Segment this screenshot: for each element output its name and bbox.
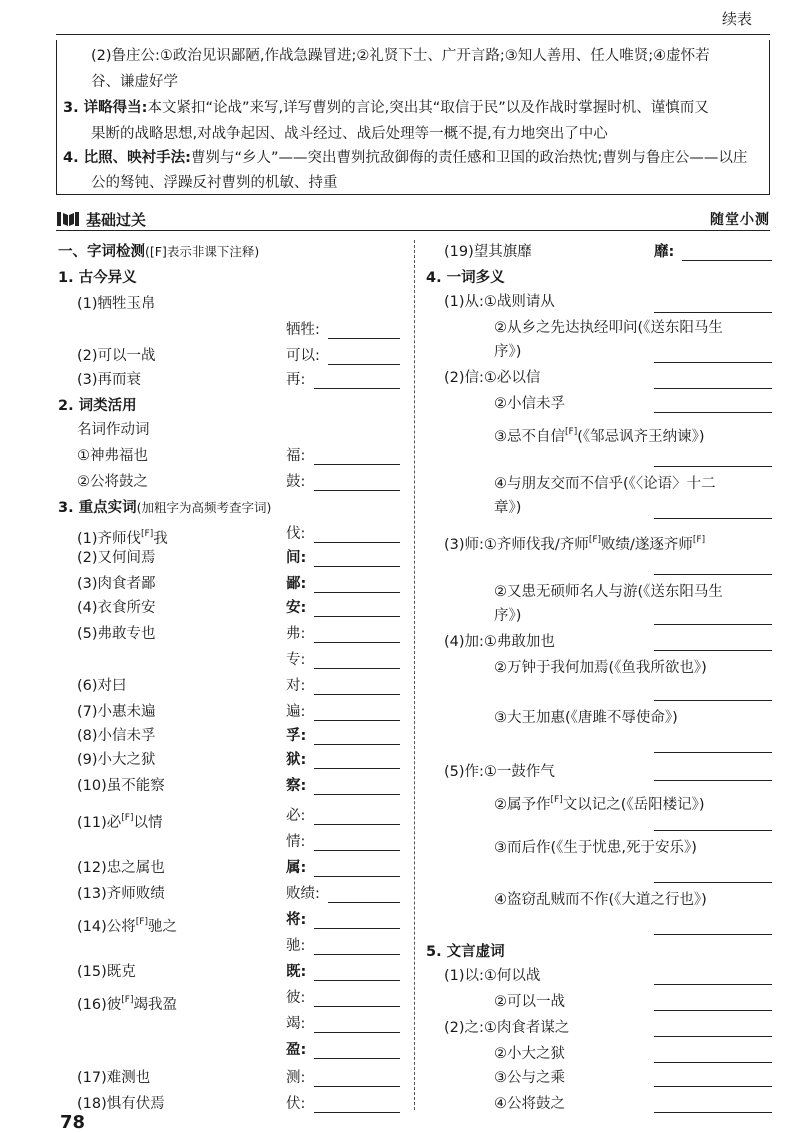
item: (5)作:①一鼓作气 (444, 764, 555, 780)
answer-blank[interactable] (654, 830, 772, 831)
item: ③忌不自信[F](《邹忌讽齐王纳谏》) (494, 427, 705, 445)
answer-blank[interactable] (328, 338, 400, 339)
item: ②小信未孚 (494, 396, 565, 412)
answer-blank[interactable] (314, 694, 400, 695)
item: (4)加:①弗敢加也 (444, 634, 555, 650)
subsection-title: 4. 一词多义 (426, 270, 505, 286)
item: ③大王加惠(《唐雎不辱使命》) (494, 710, 678, 726)
answer-blank[interactable] (314, 1032, 400, 1033)
answer-blank[interactable] (654, 1062, 772, 1063)
box-line: 公的驽钝、浮躁反衬曹刿的机敏、持重 (91, 175, 338, 191)
answer-label: 盈: (286, 1042, 307, 1058)
answer-blank[interactable] (314, 668, 400, 669)
item: ②公将鼓之 (77, 474, 148, 490)
answer-blank[interactable] (314, 954, 400, 955)
answer-label: 伐: (286, 526, 306, 542)
summary-box (56, 40, 770, 195)
answer-blank[interactable] (654, 700, 772, 701)
answer-label: 将: (286, 912, 307, 928)
answer-blank[interactable] (654, 1036, 772, 1037)
answer-blank[interactable] (314, 642, 400, 643)
item: (17)难测也 (77, 1070, 151, 1086)
answer-blank[interactable] (314, 616, 400, 617)
item: ②万钟于我何加焉(《鱼我所欲也》) (494, 660, 707, 676)
section-title: 基础过关 (86, 211, 147, 229)
item: (3)肉食者鄙 (77, 576, 156, 592)
answer-blank[interactable] (654, 882, 772, 883)
item: (2)又何间焉 (77, 550, 156, 566)
item: ②可以一战 (494, 994, 565, 1010)
answer-label: 属: (286, 860, 307, 876)
answer-blank[interactable] (654, 984, 772, 985)
item: (4)衣食所安 (77, 600, 156, 616)
answer-blank[interactable] (654, 518, 772, 519)
answer-label: 再: (286, 372, 306, 388)
subsection-title: 3. 重点实词(加粗字为高频考查字词) (58, 500, 272, 516)
item: (2)信:①必以信 (444, 370, 541, 386)
item: (13)齐师败绩 (77, 886, 165, 902)
answer-label: 靡: (654, 244, 675, 260)
answer-label: 彼: (286, 990, 306, 1006)
answer-blank[interactable] (654, 624, 772, 625)
item: (12)忠之属也 (77, 860, 165, 876)
answer-blank[interactable] (314, 980, 400, 981)
answer-blank[interactable] (314, 720, 400, 721)
answer-label: 竭: (286, 1016, 306, 1032)
answer-blank[interactable] (654, 388, 772, 389)
item: (16)彼[F]竭我盈 (77, 995, 177, 1013)
item: (15)既克 (77, 964, 136, 980)
answer-blank[interactable] (654, 1086, 772, 1087)
answer-label: 驰: (286, 938, 306, 954)
item: (6)对曰 (77, 678, 127, 694)
column-divider (414, 240, 415, 1110)
item: (9)小大之狱 (77, 752, 156, 768)
answer-blank[interactable] (328, 364, 400, 365)
answer-label: 鼓: (286, 474, 306, 490)
item-text: 本文紧扣“论战”来写,详写曹刿的言论,突出其“取信于民”以及作战时掌握时机、谨慎而又 (147, 100, 709, 116)
item: (1)以:①何以战 (444, 968, 541, 984)
answer-label: 必: (286, 808, 306, 824)
item: (19)望其旗靡 (444, 244, 532, 260)
item-label: 3. 详略得当: (63, 100, 148, 116)
answer-label: 察: (286, 778, 307, 794)
answer-blank[interactable] (314, 542, 400, 543)
section-rule (56, 230, 770, 231)
item: (8)小信未孚 (77, 728, 156, 744)
item: ④与朋友交而不信乎(《〈论语〉十二 (494, 476, 716, 492)
answer-label: 鄙: (286, 576, 307, 592)
item: (2)可以一战 (77, 348, 156, 364)
answer-blank[interactable] (654, 362, 772, 363)
item: ②又患无硕师名人与游(《送东阳马生 (494, 584, 723, 600)
item: ③公与之乘 (494, 1070, 565, 1086)
answer-blank[interactable] (314, 744, 400, 745)
subsection-title: 5. 文言虚词 (426, 944, 505, 960)
answer-blank[interactable] (314, 388, 400, 389)
answer-blank[interactable] (314, 592, 400, 593)
answer-blank[interactable] (328, 902, 400, 903)
item: (2)之:①肉食者谋之 (444, 1020, 570, 1036)
box-line: (2)鲁庄公:①政治见识鄙陋,作战急躁冒进;②礼贤下士、广开言路;③知人善用、任人唯贤;④虚怀若 (91, 48, 710, 64)
answer-blank[interactable] (314, 850, 400, 851)
item: (10)虽不能察 (77, 778, 165, 794)
answer-blank[interactable] (314, 566, 400, 567)
book-icon (56, 211, 80, 227)
item: (1)从:①战则请从 (444, 294, 555, 310)
answer-blank[interactable] (654, 466, 772, 467)
answer-label: 福: (286, 448, 306, 464)
item: (11)必[F]以情 (77, 813, 163, 831)
box-line (63, 146, 747, 172)
answer-label: 可以: (286, 348, 320, 364)
item: 章》) (494, 500, 522, 516)
answer-blank[interactable] (654, 752, 772, 753)
box-line (63, 96, 709, 122)
item-text: 曹刿与“乡人”——突出曹刿抗敌御侮的责任感和卫国的政治热忱;曹刿与鲁庄公——以庄 (190, 150, 748, 166)
answer-blank[interactable] (314, 824, 400, 825)
answer-blank[interactable] (654, 1010, 772, 1011)
item: ②属予作[F]文以记之(《岳阳楼记》) (494, 795, 705, 813)
answer-blank[interactable] (654, 650, 772, 651)
item: 序》) (494, 344, 522, 360)
top-rule (56, 34, 770, 35)
box-line: 谷、谦虚好学 (91, 74, 178, 90)
answer-blank[interactable] (314, 928, 400, 929)
answer-label: 狱: (286, 752, 307, 768)
answer-blank[interactable] (314, 490, 400, 491)
item: (18)惧有伏焉 (77, 1096, 165, 1112)
item: (7)小惠未遍 (77, 704, 156, 720)
answer-blank[interactable] (682, 260, 772, 261)
item: (3)师:①齐师伐我/齐师[F]败绩/遂逐齐师[F] (444, 535, 706, 553)
answer-label: 孚: (286, 728, 307, 744)
answer-blank[interactable] (654, 412, 772, 413)
box-line: 果断的战略思想,对战争起因、战斗经过、战后处理等一概不提,有力地突出了中心 (91, 126, 608, 142)
answer-blank[interactable] (654, 574, 772, 575)
answer-blank[interactable] (314, 1112, 400, 1113)
answer-label: 安: (286, 600, 307, 616)
item: ③而后作(《生于忧患,死于安乐》) (494, 840, 697, 856)
part-title: 一、字词检测([F]表示非课下注释) (58, 244, 260, 260)
item: (1)牺牲玉帛 (77, 296, 156, 312)
answer-blank[interactable] (654, 1112, 772, 1113)
item: (3)再而衰 (77, 372, 142, 388)
item: ②从乡之先达执经叩问(《送东阳马生 (494, 320, 723, 336)
item: (14)公将[F]驰之 (77, 917, 177, 935)
item-label: 4. 比照、映衬手法: (63, 150, 191, 166)
section-tag: 随堂小测 (710, 212, 770, 228)
answer-blank[interactable] (314, 1058, 400, 1059)
subsection-title: 1. 古今异义 (58, 270, 137, 286)
answer-blank[interactable] (314, 1006, 400, 1007)
answer-label: 弗: (286, 626, 306, 642)
item: 名词作动词 (77, 422, 150, 438)
answer-blank[interactable] (314, 876, 400, 877)
item: ④公将鼓之 (494, 1096, 565, 1112)
answer-blank[interactable] (654, 934, 772, 935)
item: (5)弗敢专也 (77, 626, 156, 642)
answer-blank[interactable] (314, 1086, 400, 1087)
section-header (56, 209, 770, 231)
item: (1)齐师伐[F]我 (77, 529, 168, 547)
answer-blank[interactable] (314, 794, 400, 795)
answer-label: 既: (286, 964, 307, 980)
answer-blank[interactable] (314, 464, 400, 465)
answer-blank[interactable] (654, 312, 772, 313)
answer-label: 败绩: (286, 886, 320, 902)
item: ④盗窃乱贼而不作(《大道之行也》) (494, 892, 707, 908)
answer-blank[interactable] (314, 768, 400, 769)
answer-label: 伏: (286, 1096, 306, 1112)
answer-label: 间: (286, 550, 307, 566)
answer-label: 遍: (286, 704, 306, 720)
page-number: 78 (60, 1112, 86, 1133)
answer-label: 对: (286, 678, 306, 694)
item: ①神弗福也 (77, 448, 148, 464)
answer-label: 情: (286, 834, 306, 850)
item: 序》) (494, 608, 522, 624)
item: ②小大之狱 (494, 1046, 565, 1062)
subsection-title: 2. 词类活用 (58, 398, 137, 414)
answer-label: 牺牲: (286, 322, 320, 338)
answer-label: 专: (286, 652, 306, 668)
answer-blank[interactable] (654, 780, 772, 781)
continued-label: 续表 (721, 10, 752, 28)
answer-label: 测: (286, 1070, 306, 1086)
